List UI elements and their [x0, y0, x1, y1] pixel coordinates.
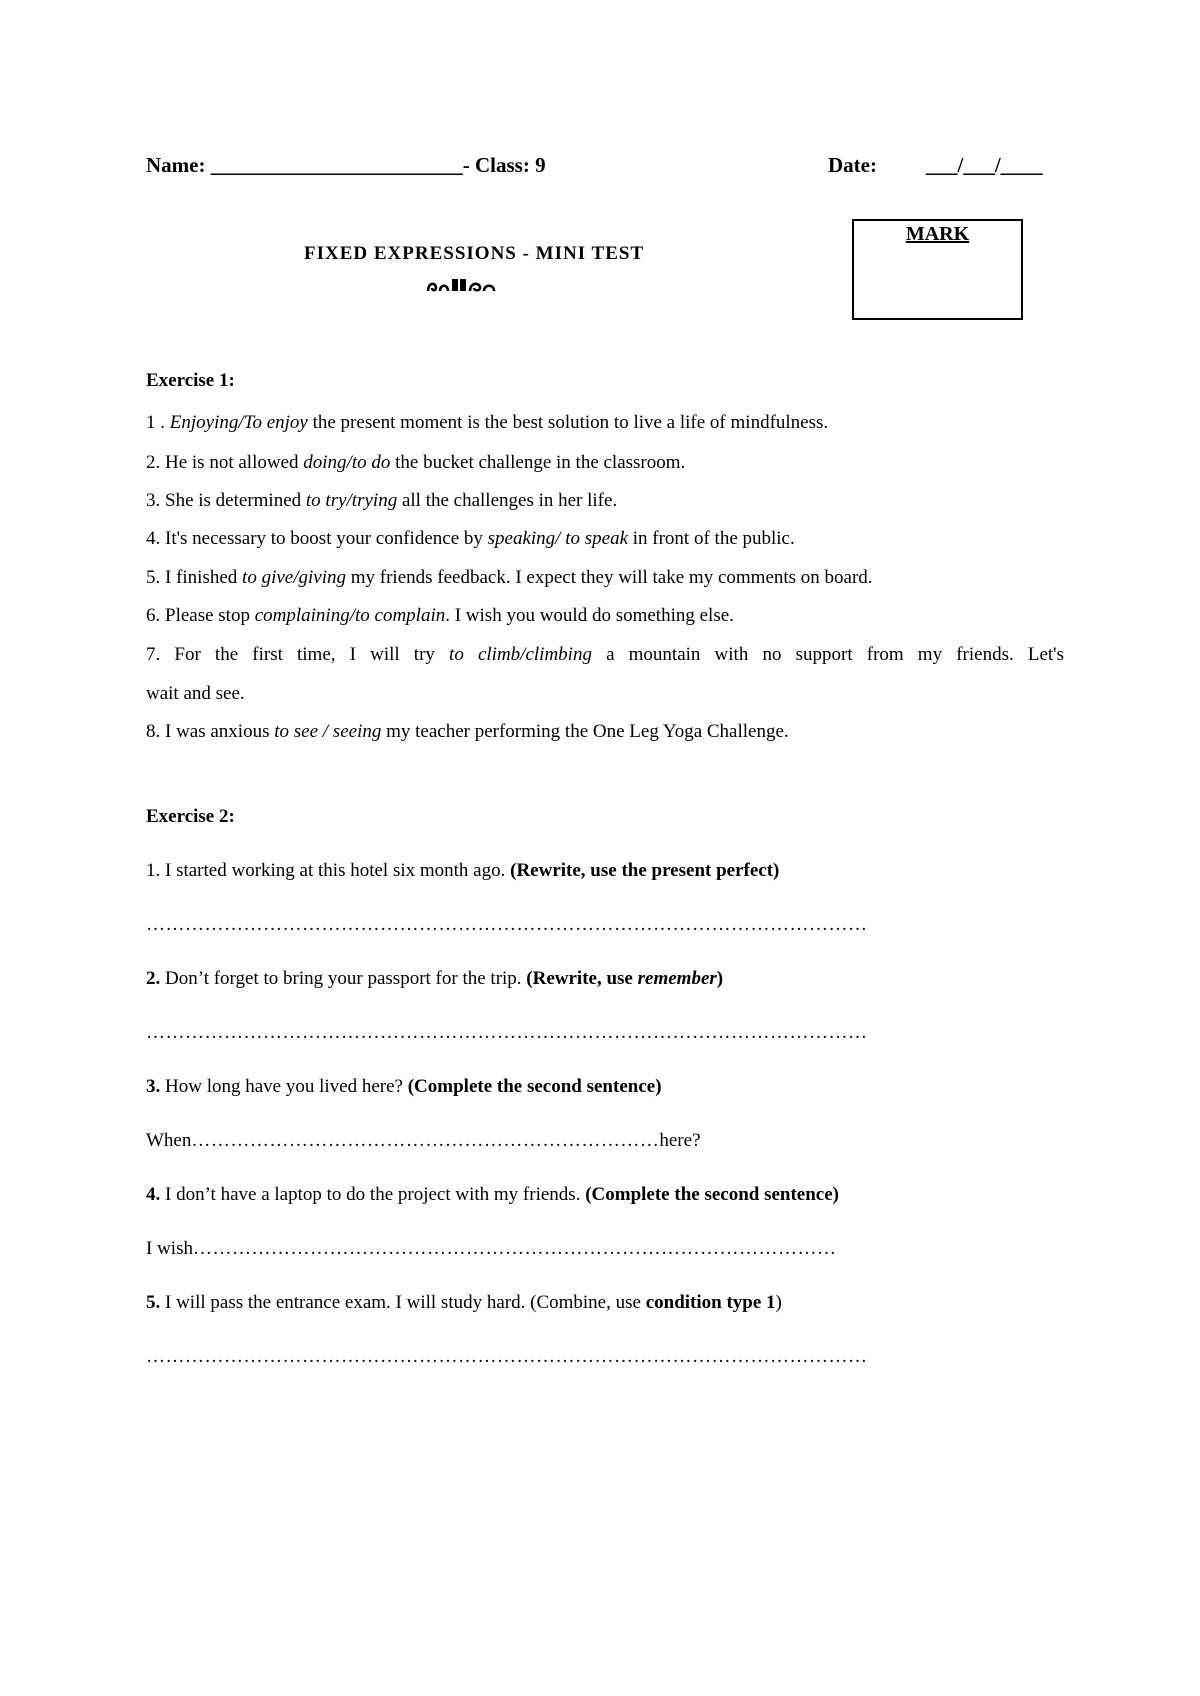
ex1-item-7-continued: wait and see.	[146, 683, 245, 704]
ex2-q3-answer-line[interactable]	[146, 1130, 701, 1153]
class-text: - Class: 9	[462, 153, 546, 177]
ex1-item-6-rest: . I wish you would do something else.	[445, 605, 734, 626]
name-line	[146, 153, 546, 178]
ex2-question-5	[146, 1292, 782, 1315]
ex2-q4-answer-start: I wish	[146, 1238, 193, 1259]
ex2-q5-instruction: condition type 1	[645, 1292, 776, 1313]
ex1-item-7-prefix: 7. For the first time, I will try	[146, 644, 450, 665]
ex1-item-1-prefix: 1 .	[146, 412, 170, 433]
ex2-q3-answer-start: When	[146, 1130, 192, 1151]
ex1-item-1	[146, 412, 828, 435]
ex1-item-3-choice: to try/trying	[305, 490, 398, 511]
date-blank: ___/___/____	[926, 153, 1043, 177]
ex1-item-8-rest: my teacher performing the One Leg Yoga Challenge.	[381, 721, 789, 742]
ex1-item-2-rest: the bucket challenge in the classroom.	[390, 452, 686, 473]
page-title: FIXED EXPRESSIONS - MINI TEST	[304, 243, 645, 264]
ex1-item-3-rest: all the challenges in her life.	[397, 490, 618, 511]
ex2-q1-answer-line[interactable]: …………………………………………………………………………………………………	[146, 914, 868, 935]
ex2-q1-num: 1.	[146, 860, 161, 881]
ex1-item-6	[146, 605, 734, 628]
ex2-q5-answer-line[interactable]: …………………………………………………………………………………………………	[146, 1346, 868, 1367]
ex2-q4-text: I don’t have a laptop to do the project with my friends.	[160, 1184, 586, 1205]
ex1-item-5-prefix: 5. I finished	[146, 567, 243, 588]
ex2-q2-instruction-c: )	[716, 968, 724, 989]
ex1-item-6-choice: complaining/to complain	[254, 605, 446, 626]
ex2-q5-text: I will pass the entrance exam. I will study hard. (Combine, use	[160, 1292, 646, 1313]
ex2-q3-num: 3.	[146, 1076, 161, 1097]
ex2-q1-instruction: (Rewrite, use the present perfect)	[510, 860, 780, 881]
ex2-q3-answer-end: here?	[659, 1130, 701, 1151]
mark-box	[852, 219, 1023, 320]
ex1-item-8	[146, 721, 789, 744]
ex2-question-3	[146, 1076, 662, 1099]
ex1-item-7-rest: a mountain with no support from my friends. Let's	[591, 644, 1064, 665]
ex2-q3-instruction: (Complete the second sentence)	[407, 1076, 662, 1097]
header-logo	[424, 276, 528, 296]
ex1-item-5-choice: to give/giving	[242, 567, 346, 588]
ex2-q5-num: 5.	[146, 1292, 161, 1313]
name-label: Name:	[146, 153, 206, 177]
ex2-q2-answer-line[interactable]: …………………………………………………………………………………………………	[146, 1022, 868, 1043]
ex2-q2-num: 2.	[146, 968, 161, 989]
ex1-item-7-choice: to climb/climbing	[449, 644, 592, 665]
ex1-item-8-prefix: 8. I was anxious	[146, 721, 275, 742]
ex2-q4-instruction: (Complete the second sentence)	[585, 1184, 840, 1205]
ex2-q5-close: )	[775, 1292, 782, 1313]
ex1-item-1-rest: the present moment is the best solution to live a life of mindfulness.	[307, 412, 829, 433]
ex1-item-2	[146, 452, 685, 475]
ex1-item-6-prefix: 6. Please stop	[146, 605, 255, 626]
mark-label: MARK	[905, 223, 970, 245]
ex2-q2-instruction-a: (Rewrite, use	[526, 968, 638, 989]
ex2-question-2	[146, 968, 723, 991]
ex1-item-8-choice: to see / seeing	[274, 721, 382, 742]
ex2-q4-answer-line[interactable]	[146, 1238, 836, 1261]
ex1-item-4-choice: speaking/ to speak	[487, 528, 628, 549]
ex2-q1-text: I started working at this hotel six month ago.	[160, 860, 511, 881]
ex1-item-2-prefix: 2. He is not allowed	[146, 452, 304, 473]
logo-glyph-icon	[424, 276, 528, 296]
name-blank: ________________________	[210, 153, 463, 177]
ex1-item-2-choice: doing/to do	[303, 452, 391, 473]
date-label: Date:	[828, 153, 877, 177]
ex1-item-7	[146, 644, 1064, 667]
ex2-q3-answer-dots[interactable]: ………………………………………………………………	[191, 1130, 660, 1151]
ex2-q2-instruction-b: remember	[637, 968, 717, 989]
ex2-question-4	[146, 1184, 839, 1207]
ex1-item-4-prefix: 4. It's necessary to boost your confidence by	[146, 528, 488, 549]
exercise2-title: Exercise 2:	[146, 806, 235, 827]
ex1-item-3-prefix: 3. She is determined	[146, 490, 306, 511]
ex1-item-1-choice: Enjoying/To enjoy	[169, 412, 308, 433]
ex2-question-1	[146, 860, 779, 883]
ex2-q4-answer-dots[interactable]: ………………………………………………………………………………………	[192, 1238, 837, 1259]
ex2-q2-text: Don’t forget to bring your passport for the trip.	[160, 968, 527, 989]
ex1-item-4-rest: in front of the public.	[628, 528, 795, 549]
ex1-item-3	[146, 490, 617, 513]
ex2-q4-num: 4.	[146, 1184, 161, 1205]
ex1-item-5-rest: my friends feedback. I expect they will take my comments on board.	[346, 567, 873, 588]
exercise1-title: Exercise 1:	[146, 370, 235, 391]
ex1-item-5	[146, 567, 873, 590]
ex1-item-4	[146, 528, 795, 551]
ex2-q3-text: How long have you lived here?	[160, 1076, 408, 1097]
